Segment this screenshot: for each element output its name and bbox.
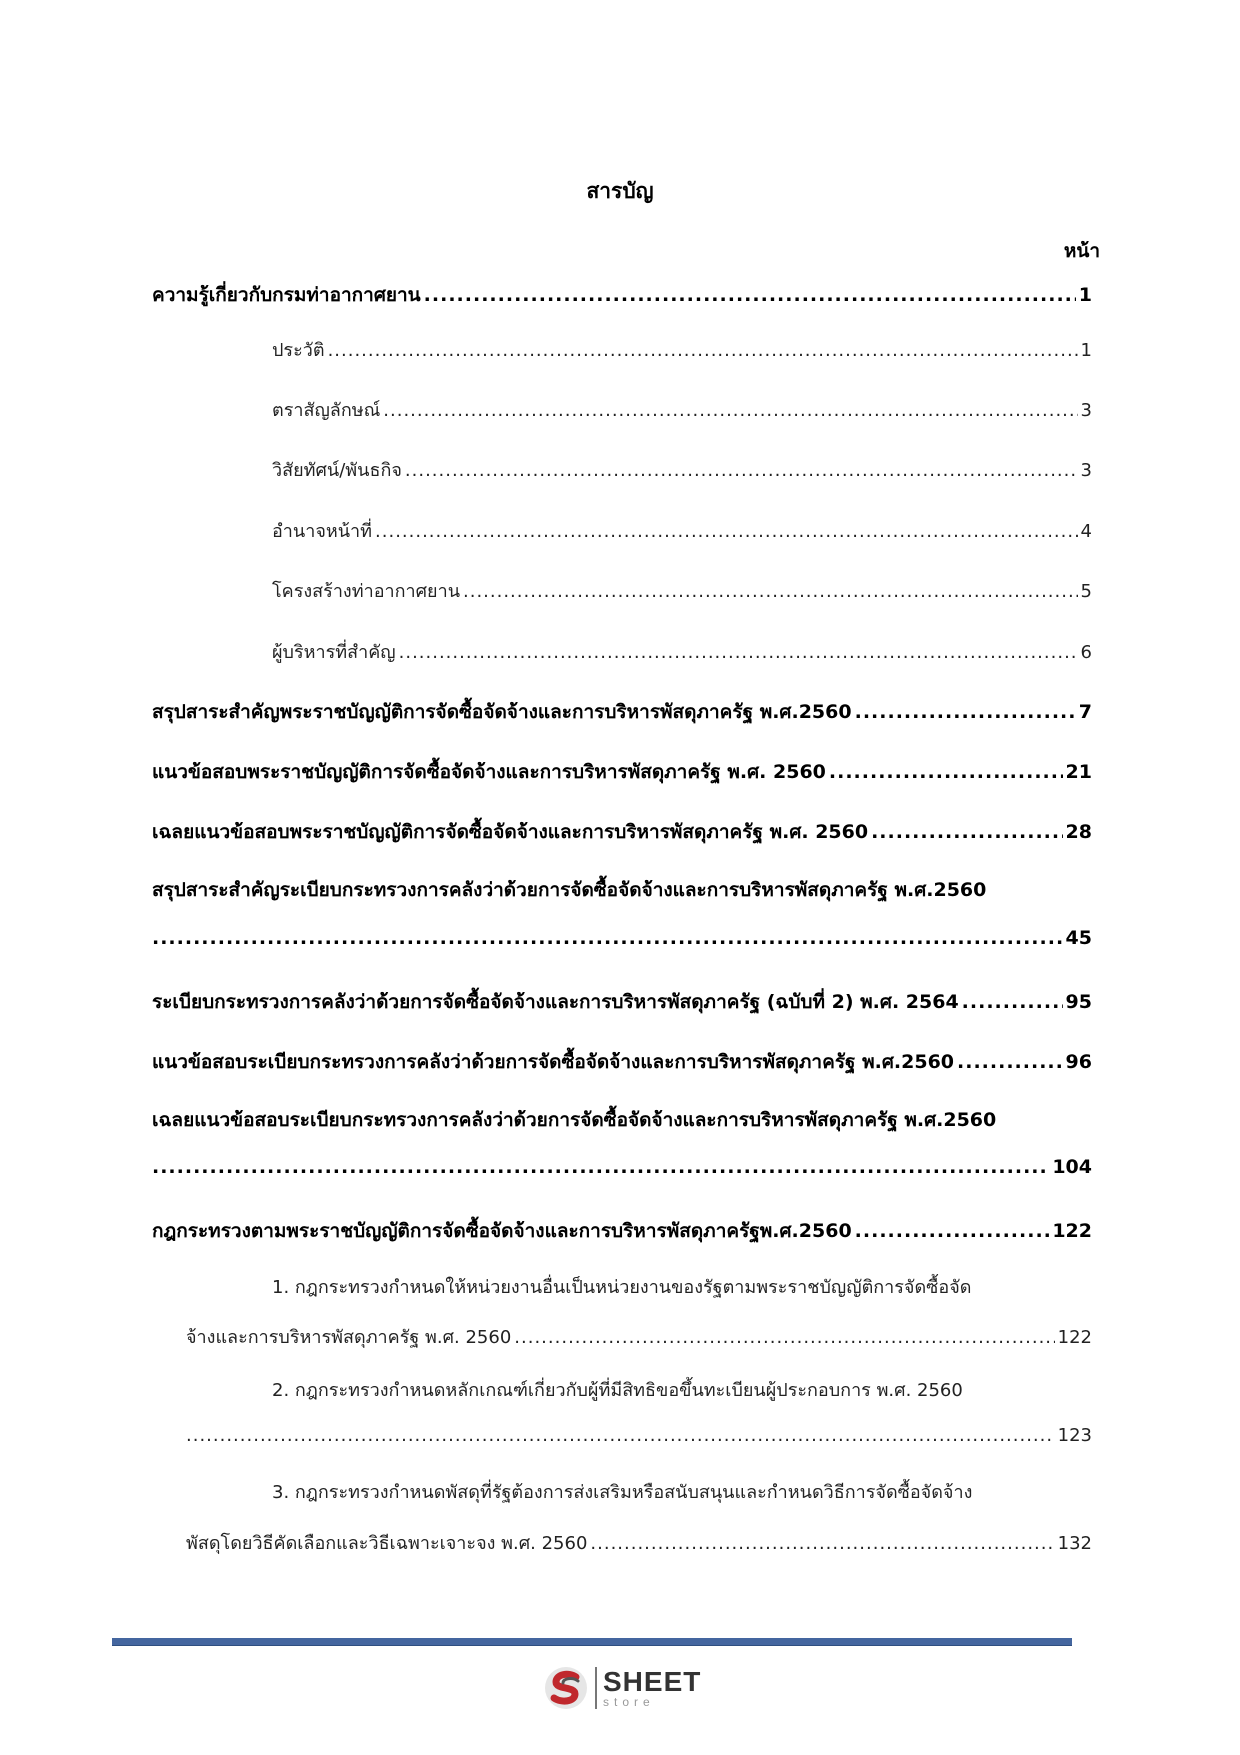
toc-entry[interactable]: ระเบียบกระทรวงการคลังว่าด้วยการจัดซื้อจัดจ้างและการบริหารพัสดุภาครัฐ (ฉบับที่ 2) พ.ศ. 2564 ..... 95	[152, 987, 1092, 1017]
toc-subentry-second-line[interactable]: พัสดุโดยวิธีคัดเลือกและวิธีเฉพาะเจาะจง พ.ศ. 2560 ..... 132	[186, 1528, 1092, 1557]
page-column-label: หน้า	[1063, 240, 1100, 262]
toc-entry[interactable]: แนวข้อสอบพระราชบัญญัติการจัดซื้อจัดจ้างและการบริหารพัสดุภาครัฐ พ.ศ. 2560 ..... 21	[152, 757, 1092, 787]
toc-entry-dots-line[interactable]: ..... 45	[152, 927, 1092, 949]
sheet-store-logo-icon	[543, 1665, 589, 1711]
toc-subentry[interactable]: ประวัติ ..... 1	[272, 335, 1092, 364]
toc-subentry-second-line[interactable]: จ้างและการบริหารพัสดุภาครัฐ พ.ศ. 2560 ..... 122	[186, 1322, 1092, 1351]
toc-subentry-first-line[interactable]: 2. กฎกระทรวงกำหนดหลักเกณฑ์เกี่ยวกับผู้ที่มีสิทธิขอขึ้นทะเบียนผู้ประกอบการ พ.ศ. 2560	[272, 1380, 963, 1401]
logo-name: SHEET	[603, 1666, 702, 1697]
toc-subentry[interactable]: อำนาจหน้าที่ ..... 4	[272, 516, 1092, 545]
page-title: สารบัญ	[586, 179, 654, 203]
toc-entry[interactable]: กฎกระทรวงตามพระราชบัญญัติการจัดซื้อจัดจ้างและการบริหารพัสดุภาครัฐพ.ศ.2560 ..... 122	[152, 1216, 1092, 1246]
toc-entry[interactable]: ความรู้เกี่ยวกับกรมท่าอากาศยาน ..... 1	[152, 280, 1092, 310]
toc-entry-title-line[interactable]: เฉลยแนวข้อสอบระเบียบกระทรวงการคลังว่าด้วยการจัดซื้อจัดจ้างและการบริหารพัสดุภาครัฐ พ.ศ.2560	[152, 1109, 997, 1131]
footer-divider	[112, 1638, 1072, 1646]
toc-subentry[interactable]: โครงสร้างท่าอากาศยาน ..... 5	[272, 576, 1092, 605]
logo-separator	[595, 1667, 597, 1709]
logo-subname: store	[603, 1695, 655, 1709]
toc-entry-title-line[interactable]: สรุปสาระสำคัญระเบียบกระทรวงการคลังว่าด้วยการจัดซื้อจัดจ้างและการบริหารพัสดุภาครัฐ พ.ศ.2560	[152, 879, 987, 901]
toc-subentry-first-line[interactable]: 3. กฎกระทรวงกำหนดพัสดุที่รัฐต้องการส่งเสริมหรือสนับสนุนและกำหนดวิธีการจัดซื้อจัดจ้าง	[272, 1482, 973, 1503]
toc-subentry-first-line[interactable]: 1. กฎกระทรวงกำหนดให้หน่วยงานอื่นเป็นหน่วยงานของรัฐตามพระราชบัญญัติการจัดซื้อจัด	[272, 1277, 972, 1298]
sheet-store-logo	[543, 1665, 701, 1711]
toc-entry[interactable]: แนวข้อสอบระเบียบกระทรวงการคลังว่าด้วยการจัดซื้อจัดจ้างและการบริหารพัสดุภาครัฐ พ.ศ.2560 ..... 96	[152, 1047, 1092, 1077]
toc-entry[interactable]: เฉลยแนวข้อสอบพระราชบัญญัติการจัดซื้อจัดจ้างและการบริหารพัสดุภาครัฐ พ.ศ. 2560 ..... 28	[152, 817, 1092, 847]
toc-subentry[interactable]: วิสัยทัศน์/พันธกิจ ..... 3	[272, 455, 1092, 484]
toc-entry[interactable]: สรุปสาระสำคัญพระราชบัญญัติการจัดซื้อจัดจ้างและการบริหารพัสดุภาครัฐ พ.ศ.2560 ..... 7	[152, 697, 1092, 727]
toc-entry-dots-line[interactable]: ..... 104	[152, 1156, 1092, 1178]
toc-subentry[interactable]: ตราสัญลักษณ์ ..... 3	[272, 395, 1092, 424]
toc-subentry[interactable]: ผู้บริหารที่สำคัญ ..... 6	[272, 637, 1092, 666]
toc-subentry-dots-line[interactable]: ..... 123	[186, 1425, 1092, 1446]
